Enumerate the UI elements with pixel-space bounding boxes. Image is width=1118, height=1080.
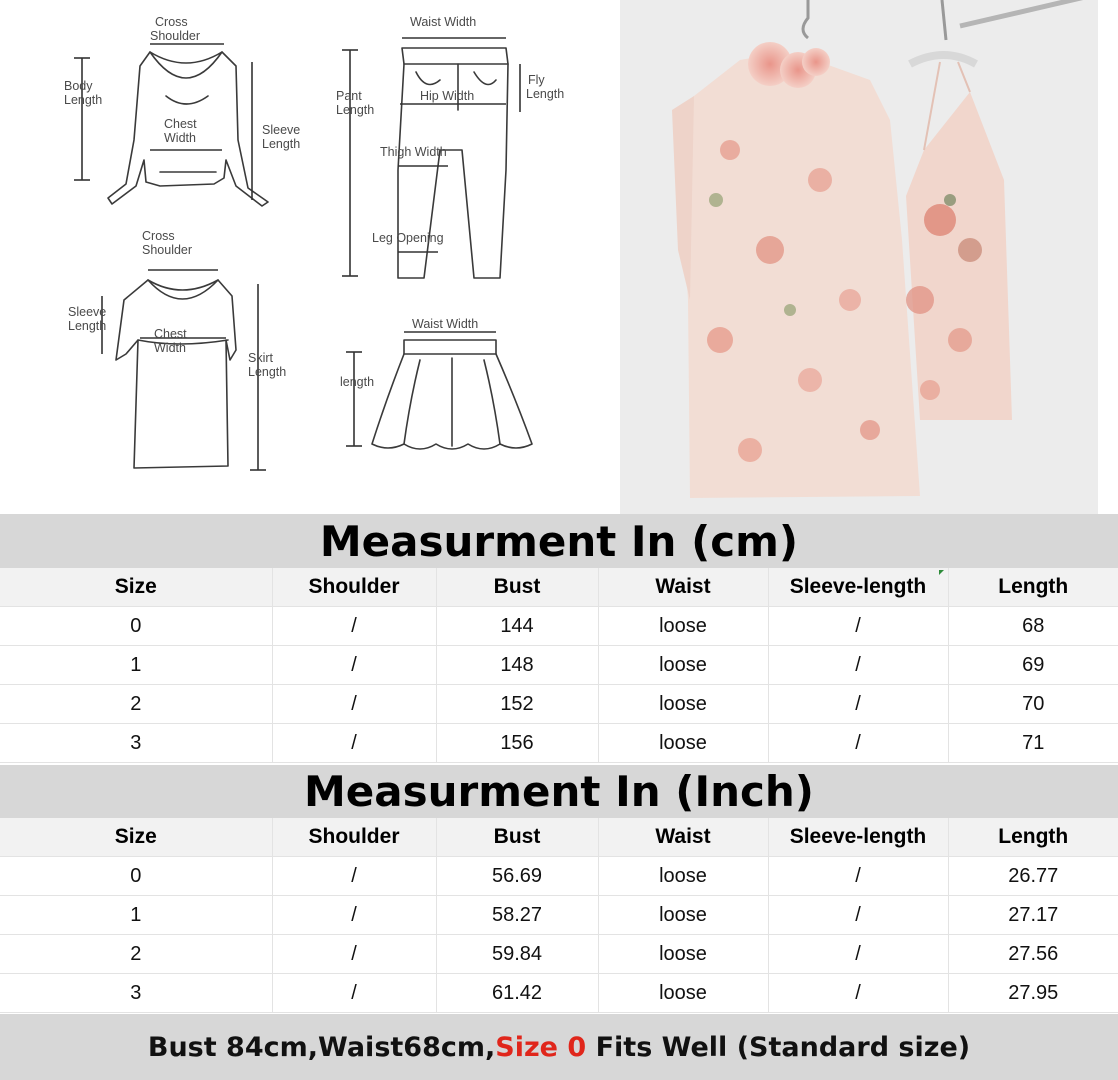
cell-size: 0 <box>0 607 272 646</box>
header-bust: Bust <box>436 568 598 607</box>
cell-sleeve-length: / <box>768 685 948 724</box>
label-dress-chest-width: Chest <box>154 327 187 341</box>
table-header-row <box>0 818 1118 857</box>
product-photo-svg <box>620 0 1098 514</box>
table-row <box>0 857 1118 896</box>
cell-shoulder: / <box>272 724 436 763</box>
cell-size: 3 <box>0 724 272 763</box>
table-row <box>0 896 1118 935</box>
cell-bust: 148 <box>436 646 598 685</box>
label-dress-chest-width-2: Width <box>154 341 186 355</box>
cell-waist: loose <box>598 935 768 974</box>
cell-length: 71 <box>948 724 1118 763</box>
skirt-sketch <box>372 340 532 449</box>
cell-waist: loose <box>598 974 768 1013</box>
fit-note <box>0 1014 1118 1080</box>
cell-shoulder: / <box>272 974 436 1013</box>
cell-size: 2 <box>0 935 272 974</box>
header-size: Size <box>0 568 272 607</box>
table-row <box>0 607 1118 646</box>
cell-waist: loose <box>598 857 768 896</box>
cell-bust: 156 <box>436 724 598 763</box>
cell-length: 69 <box>948 646 1118 685</box>
cell-length: 26.77 <box>948 857 1118 896</box>
cell-bust: 152 <box>436 685 598 724</box>
header-shoulder: Shoulder <box>272 818 436 857</box>
label-cross-shoulder: Cross <box>155 15 188 29</box>
cell-length: 68 <box>948 607 1118 646</box>
cell-bust: 144 <box>436 607 598 646</box>
cell-size: 0 <box>0 857 272 896</box>
cell-sleeve-length: / <box>768 974 948 1013</box>
header-sleeve-length: Sleeve-length <box>768 818 948 857</box>
cell-length: 70 <box>948 685 1118 724</box>
dress-sketch <box>116 280 236 468</box>
table-row <box>0 935 1118 974</box>
table-row <box>0 974 1118 1013</box>
cell-comment-marker <box>939 570 944 575</box>
cell-sleeve-length: / <box>768 724 948 763</box>
label-body-length-2: Length <box>64 93 103 107</box>
header-sleeve-length: Sleeve-length <box>768 568 948 607</box>
header-shoulder: Shoulder <box>272 568 436 607</box>
cell-shoulder: / <box>272 685 436 724</box>
label-skirt-length-short: length <box>340 375 375 389</box>
label-thigh-width: Thigh Width <box>380 145 447 159</box>
cm-size-table <box>0 568 1118 763</box>
label-chest-width: Chest <box>164 117 197 131</box>
cell-shoulder: / <box>272 935 436 974</box>
label-body-length: Body <box>64 79 93 93</box>
header-waist: Waist <box>598 568 768 607</box>
label-fly-length: Fly <box>528 73 545 87</box>
header-length: Length <box>948 818 1118 857</box>
cell-size: 1 <box>0 896 272 935</box>
cell-waist: loose <box>598 646 768 685</box>
label-skirt-length: Skirt <box>248 351 273 365</box>
label-dress-sleeve-length: Sleeve <box>68 305 107 319</box>
cell-bust: 58.27 <box>436 896 598 935</box>
product-photo <box>620 0 1098 514</box>
table-row <box>0 724 1118 763</box>
header-size: Size <box>0 818 272 857</box>
cell-length: 27.17 <box>948 896 1118 935</box>
cell-shoulder: / <box>272 857 436 896</box>
label-dress-cross-shoulder: Cross <box>142 229 175 243</box>
label-fly-length-2: Length <box>526 87 565 101</box>
measurement-diagram <box>0 0 618 514</box>
label-skirt-length-2: Length <box>248 365 287 379</box>
cell-waist: loose <box>598 607 768 646</box>
measurement-diagram-svg <box>0 0 618 514</box>
label-skirt-waist-width: Waist Width <box>412 317 479 331</box>
cell-shoulder: / <box>272 896 436 935</box>
label-pant-length-2: Length <box>336 103 375 117</box>
inch-size-table <box>0 818 1118 1013</box>
cell-waist: loose <box>598 896 768 935</box>
header-length: Length <box>948 568 1118 607</box>
label-pants-waist-width: Waist Width <box>410 15 477 29</box>
cell-bust: 61.42 <box>436 974 598 1013</box>
cell-bust: 59.84 <box>436 935 598 974</box>
cell-bust: 56.69 <box>436 857 598 896</box>
label-sleeve-length-2: Length <box>262 137 301 151</box>
label-dress-cross-shoulder-2: Shoulder <box>142 243 193 257</box>
label-cross-shoulder-2: Shoulder <box>150 29 201 43</box>
cell-sleeve-length: / <box>768 896 948 935</box>
cell-size: 3 <box>0 974 272 1013</box>
table-row <box>0 685 1118 724</box>
fit-note-suffix: Fits Well (Standard size) <box>586 1031 971 1063</box>
cell-sleeve-length: / <box>768 935 948 974</box>
table-header-row <box>0 568 1118 607</box>
inch-section-title: Measurment In (Inch) <box>0 765 1118 818</box>
cell-sleeve-length: / <box>768 646 948 685</box>
top-section <box>0 0 1118 514</box>
cell-waist: loose <box>598 724 768 763</box>
cell-size: 1 <box>0 646 272 685</box>
cell-sleeve-length: / <box>768 857 948 896</box>
cell-size: 2 <box>0 685 272 724</box>
header-waist: Waist <box>598 818 768 857</box>
table-row <box>0 646 1118 685</box>
fit-note-prefix: Bust 84cm,Waist68cm, <box>147 1031 496 1063</box>
cell-shoulder: / <box>272 646 436 685</box>
label-chest-width-2: Width <box>164 131 196 145</box>
cell-length: 27.95 <box>948 974 1118 1013</box>
label-sleeve-length: Sleeve <box>262 123 301 137</box>
label-pant-length: Pant <box>336 89 362 103</box>
cell-waist: loose <box>598 685 768 724</box>
label-dress-sleeve-length-2: Length <box>68 319 107 333</box>
cm-section-title: Measurment In (cm) <box>0 514 1118 568</box>
label-hip-width: Hip Width <box>420 89 475 103</box>
header-bust: Bust <box>436 818 598 857</box>
cell-sleeve-length: / <box>768 607 948 646</box>
cell-length: 27.56 <box>948 935 1118 974</box>
label-leg-opening: Leg Opening <box>372 231 444 245</box>
fit-note-highlight: Size 0 <box>495 1031 587 1063</box>
cell-shoulder: / <box>272 607 436 646</box>
